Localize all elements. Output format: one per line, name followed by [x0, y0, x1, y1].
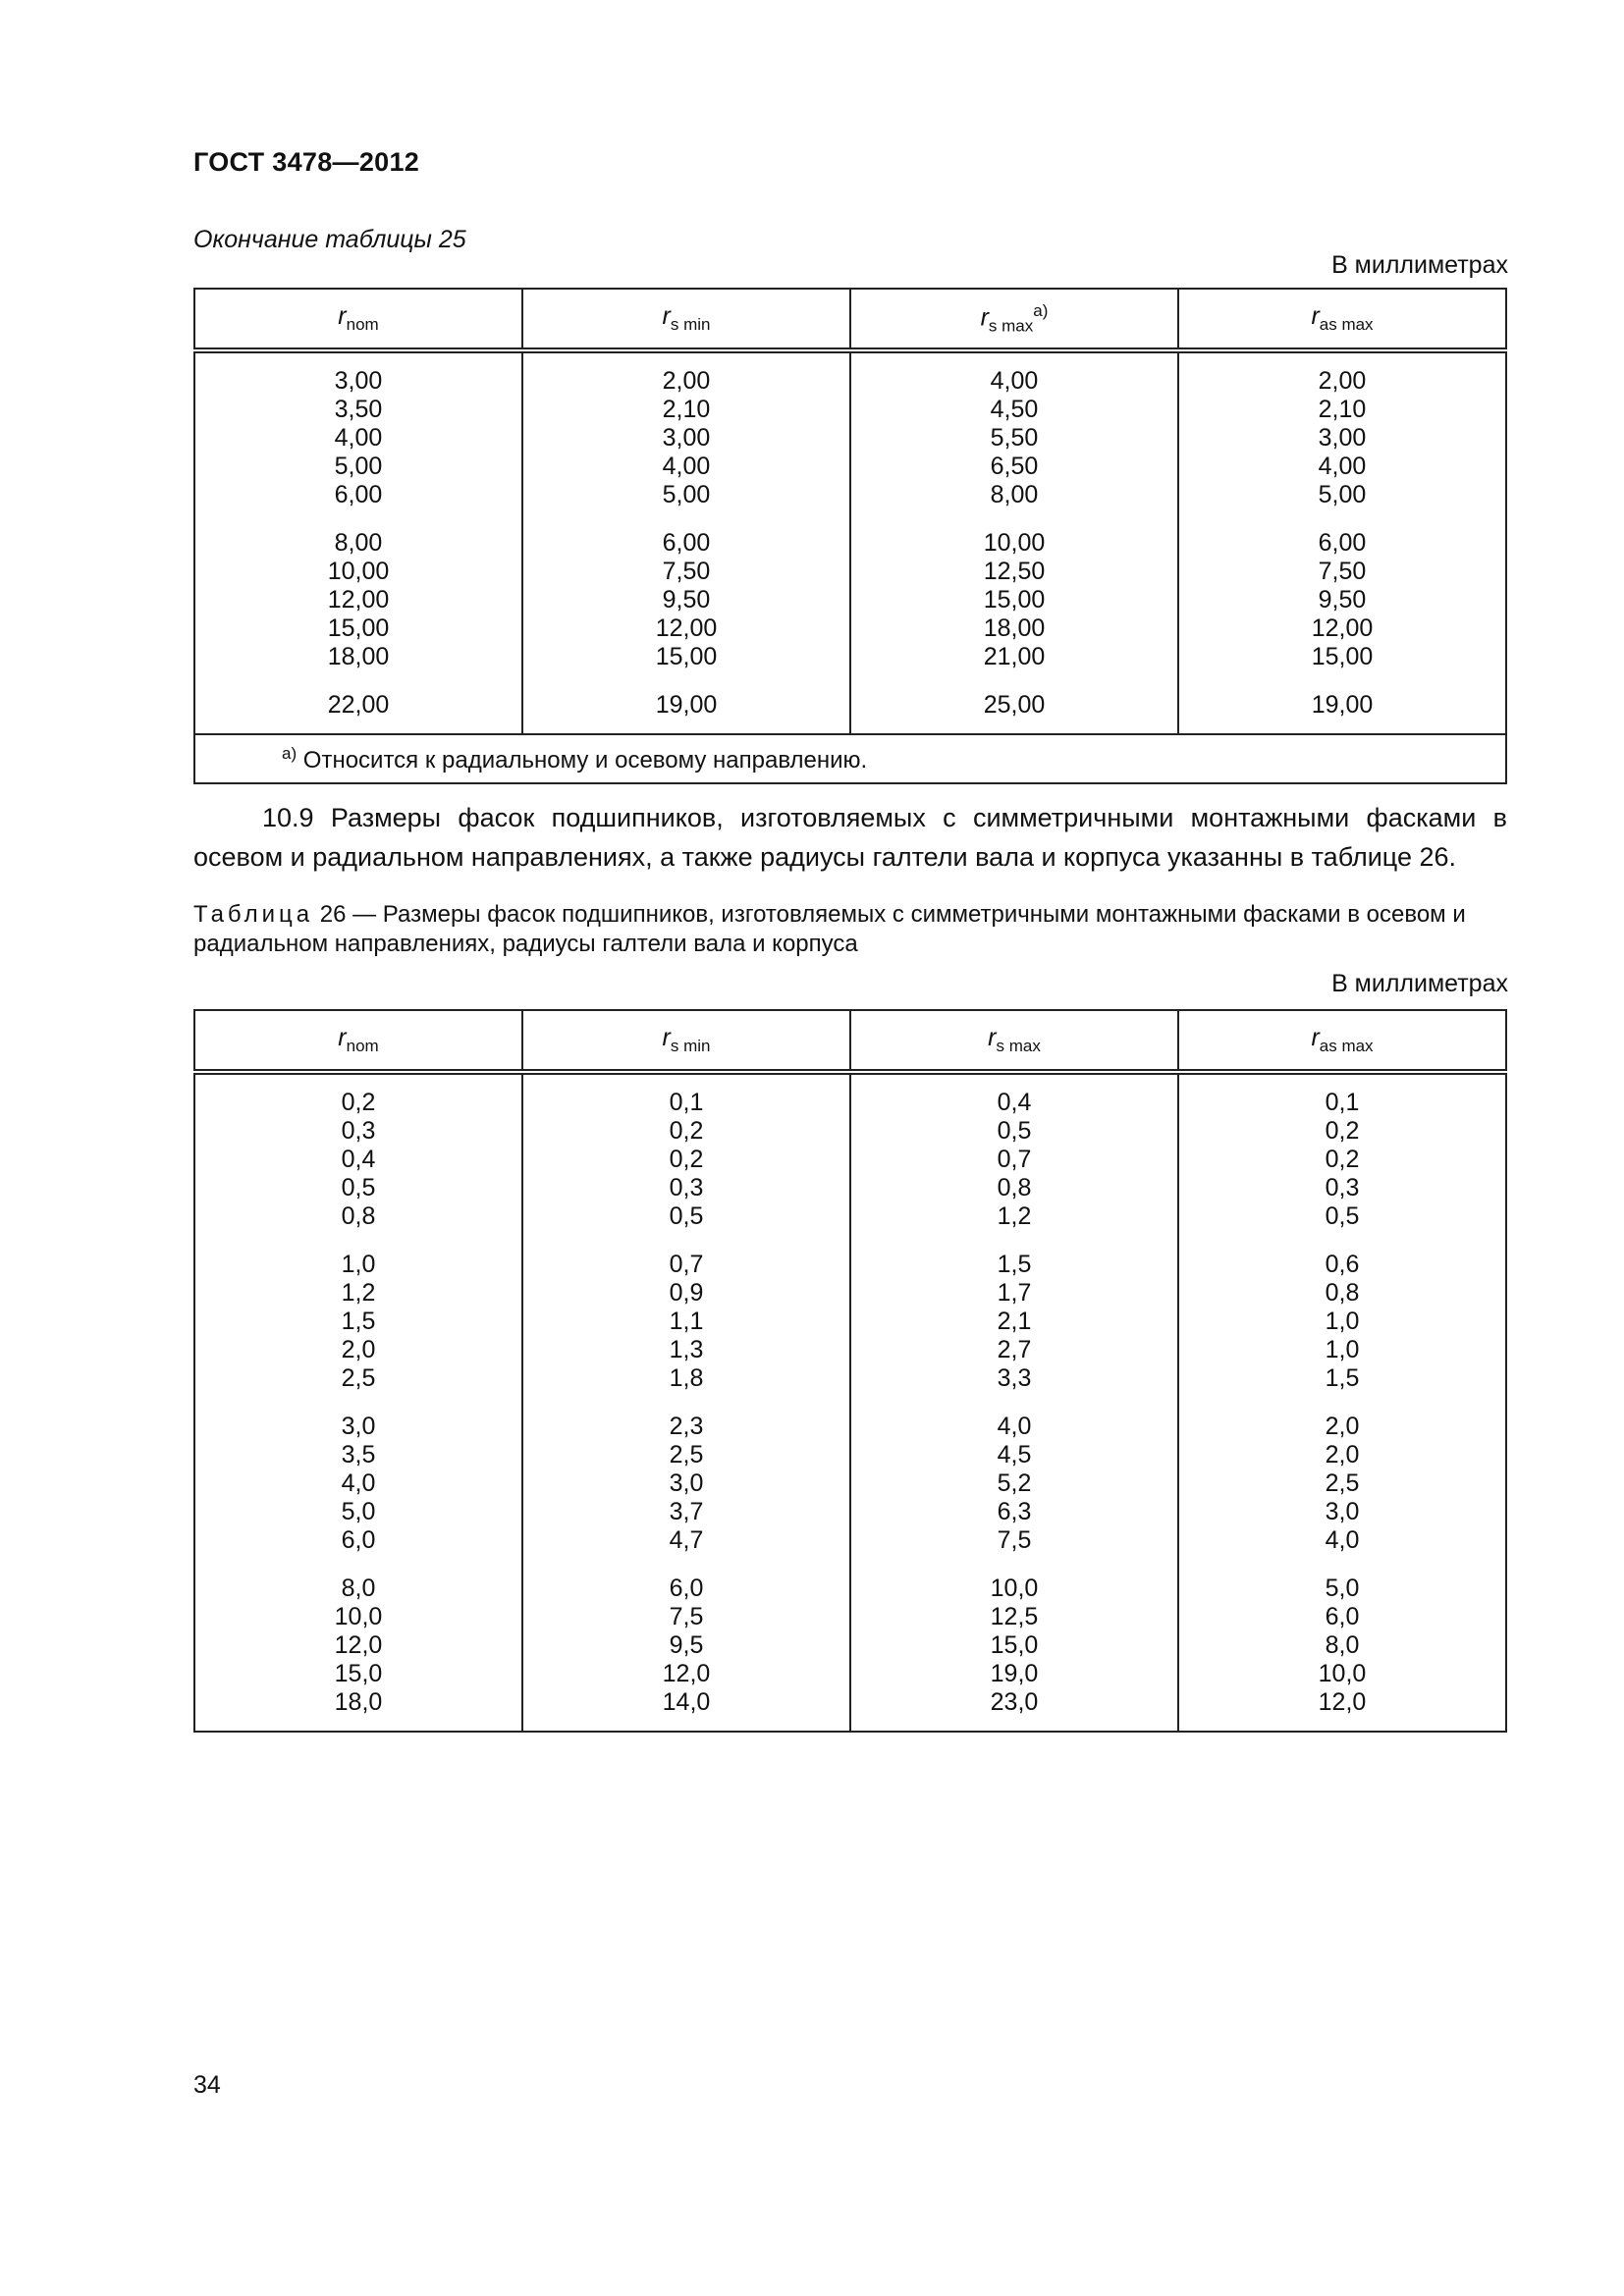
- table26-header-rs-max: $r_{s max}$: [850, 1010, 1178, 1072]
- table-cell-value: 5,00: [334, 453, 383, 480]
- table-cell-value: 1,1: [669, 1308, 704, 1335]
- value-group: [195, 367, 521, 509]
- table-cell-value: 12,50: [983, 558, 1046, 585]
- value-group: [851, 1089, 1177, 1231]
- table-cell-value: 7,5: [669, 1603, 704, 1630]
- table25-header-rs-min: $r_{s min}$: [522, 289, 850, 350]
- table-cell-value: 22,00: [327, 691, 390, 719]
- table-cell-value: 1,7: [997, 1279, 1032, 1307]
- table-cell-value: 23,0: [990, 1688, 1039, 1716]
- table-cell-value: 6,50: [990, 453, 1039, 480]
- table-cell-value: 0,7: [669, 1251, 704, 1278]
- table-cell-value: 10,0: [1318, 1660, 1367, 1687]
- table26-header-ras-max: $r_{as max}$: [1178, 1010, 1506, 1072]
- table-cell-value: 10,00: [983, 529, 1046, 557]
- table-cell-value: 0,7: [997, 1146, 1032, 1173]
- table-cell-value: 6,00: [662, 529, 711, 557]
- table-cell-value: 3,3: [997, 1364, 1032, 1392]
- table-cell-value: 2,0: [341, 1336, 376, 1363]
- table-cell-value: 3,00: [1318, 424, 1367, 452]
- table26-column: [522, 1072, 850, 1732]
- table-cell-value: 25,00: [983, 691, 1046, 719]
- value-group: [851, 691, 1177, 720]
- value-group: [851, 1575, 1177, 1717]
- value-group: [523, 1251, 849, 1393]
- page-number: 34: [193, 2071, 221, 2099]
- table25-header-r-nom: $r_{nom}$: [194, 289, 522, 350]
- value-group: [195, 529, 521, 671]
- table-cell-value: 3,0: [341, 1413, 376, 1440]
- table-cell-value: 1,5: [997, 1251, 1032, 1278]
- table-cell-value: 4,0: [1325, 1526, 1360, 1554]
- table-cell-value: 19,00: [655, 691, 718, 719]
- table-cell-value: 0,8: [997, 1174, 1032, 1201]
- table-cell-value: 0,2: [341, 1089, 376, 1116]
- table-cell-value: 9,50: [1318, 586, 1367, 614]
- table-cell-value: 0,1: [1325, 1089, 1360, 1116]
- table-cell-value: 8,00: [990, 481, 1039, 508]
- table25-header-row: [194, 289, 1506, 350]
- table-cell-value: 0,5: [997, 1117, 1032, 1145]
- table-cell-value: 14,0: [662, 1688, 711, 1716]
- table-cell-value: 2,0: [1325, 1441, 1360, 1468]
- table-cell-value: 15,0: [990, 1631, 1039, 1659]
- table-cell-value: 0,5: [341, 1174, 376, 1201]
- table-cell-value: 3,7: [669, 1498, 704, 1525]
- table-cell-value: 12,00: [327, 586, 390, 614]
- table25-column: [850, 350, 1178, 734]
- value-group: [195, 691, 521, 720]
- table-cell-value: 2,10: [662, 396, 711, 423]
- table-cell-value: 2,0: [1325, 1413, 1360, 1440]
- table-cell-value: 0,6: [1325, 1251, 1360, 1278]
- table-cell-value: 1,2: [341, 1279, 376, 1307]
- table-cell-value: 4,0: [341, 1469, 376, 1497]
- value-group: [1179, 1575, 1505, 1717]
- table-cell-value: 8,0: [1325, 1631, 1360, 1659]
- table-cell-value: 0,5: [1325, 1202, 1360, 1230]
- table25-footnote-row: [194, 734, 1506, 783]
- value-group: [195, 1251, 521, 1393]
- table-cell-value: 12,00: [655, 614, 718, 642]
- table-cell-value: 2,7: [997, 1336, 1032, 1363]
- table-cell-value: 0,3: [341, 1117, 376, 1145]
- table-cell-value: 6,00: [334, 481, 383, 508]
- table-cell-value: 2,5: [341, 1364, 376, 1392]
- table26-title-label: Таблица: [193, 901, 314, 928]
- table26-column: [194, 1072, 522, 1732]
- value-group: [851, 367, 1177, 509]
- table-cell-value: 0,4: [997, 1089, 1032, 1116]
- table-cell-value: 10,0: [990, 1575, 1039, 1602]
- value-group: [523, 529, 849, 671]
- value-group: [195, 1089, 521, 1231]
- table-cell-value: 6,0: [341, 1526, 376, 1554]
- table-cell-value: 5,00: [662, 481, 711, 508]
- table-cell-value: 2,00: [662, 367, 711, 395]
- table-cell-value: 2,1: [997, 1308, 1032, 1335]
- table-cell-value: 0,2: [669, 1117, 704, 1145]
- table-cell-value: 3,50: [334, 396, 383, 423]
- table26-header-row: [194, 1010, 1506, 1072]
- table-cell-value: 6,00: [1318, 529, 1367, 557]
- table-cell-value: 0,8: [1325, 1279, 1360, 1307]
- value-group: [851, 529, 1177, 671]
- table-cell-value: 2,3: [669, 1413, 704, 1440]
- table-cell-value: 12,00: [1311, 614, 1374, 642]
- table-cell-value: 7,50: [1318, 558, 1367, 585]
- table-cell-value: 10,00: [327, 558, 390, 585]
- table-cell-value: 7,50: [662, 558, 711, 585]
- table-cell-value: 5,0: [1325, 1575, 1360, 1602]
- table26-column: [1178, 1072, 1506, 1732]
- value-group: [523, 1575, 849, 1717]
- table26-body-row: [194, 1072, 1506, 1732]
- table-cell-value: 3,00: [662, 424, 711, 452]
- table-cell-value: 2,5: [1325, 1469, 1360, 1497]
- table-cell-value: 5,0: [341, 1498, 376, 1525]
- table-cell-value: 1,0: [341, 1251, 376, 1278]
- table-cell-value: 18,0: [334, 1688, 383, 1716]
- table-cell-value: 4,00: [334, 424, 383, 452]
- table-cell-value: 1,8: [669, 1364, 704, 1392]
- value-group: [523, 1089, 849, 1231]
- table-cell-value: 0,1: [669, 1089, 704, 1116]
- table-cell-value: 15,00: [327, 614, 390, 642]
- table26-units: В миллиметрах: [1331, 970, 1508, 997]
- document-title: ГОСТ 3478—2012: [193, 147, 420, 177]
- table-25: [193, 288, 1507, 784]
- table-cell-value: 4,50: [990, 396, 1039, 423]
- table-cell-value: 0,3: [669, 1174, 704, 1201]
- table25-column: [1178, 350, 1506, 734]
- table25-body-row: [194, 350, 1506, 734]
- table-cell-value: 8,0: [341, 1575, 376, 1602]
- table-cell-value: 15,00: [983, 586, 1046, 614]
- table26-title-text: 26 — Размеры фасок подшипников, изготовляемых с симметричными монтажными фасками в осевом и радиальном направлениях, радиусы галтели вала и корпуса: [193, 901, 1466, 957]
- value-group: [523, 367, 849, 509]
- table-cell-value: 0,9: [669, 1279, 704, 1307]
- table-cell-value: 18,00: [327, 643, 390, 670]
- table25-caption: Окончание таблицы 25: [193, 226, 466, 253]
- table-cell-value: 21,00: [983, 643, 1046, 670]
- table-cell-value: 3,0: [1325, 1498, 1360, 1525]
- table25-column: [194, 350, 522, 734]
- table26-header-rs-min: $r_{s min}$: [522, 1010, 850, 1072]
- table-cell-value: 3,5: [341, 1441, 376, 1468]
- table-cell-value: 19,0: [990, 1660, 1039, 1687]
- table-26: [193, 1009, 1507, 1733]
- table-cell-value: 0,2: [1325, 1146, 1360, 1173]
- table25-footnote: $^{а)}$ Относится к радиальному и осевому направлению.: [194, 734, 1506, 783]
- table-cell-value: 0,5: [669, 1202, 704, 1230]
- table25-header-rs-max: $r_{s max}^{а)}$: [850, 289, 1178, 350]
- table-cell-value: 7,5: [997, 1526, 1032, 1554]
- table-cell-value: 15,00: [1311, 643, 1374, 670]
- table-cell-value: 8,00: [334, 529, 383, 557]
- value-group: [195, 1575, 521, 1717]
- table-cell-value: 6,0: [669, 1575, 704, 1602]
- value-group: [1179, 691, 1505, 720]
- table-cell-value: 4,00: [1318, 453, 1367, 480]
- table-cell-value: 12,5: [990, 1603, 1039, 1630]
- value-group: [1179, 1413, 1505, 1555]
- value-group: [851, 1413, 1177, 1555]
- value-group: [1179, 367, 1505, 509]
- value-group: [1179, 1251, 1505, 1393]
- table-cell-value: 6,0: [1325, 1603, 1360, 1630]
- table-cell-value: 1,3: [669, 1336, 704, 1363]
- table-cell-value: 6,3: [997, 1498, 1032, 1525]
- value-group: [523, 1413, 849, 1555]
- table26-column: [850, 1072, 1178, 1732]
- table-cell-value: 19,00: [1311, 691, 1374, 719]
- table-cell-value: 1,2: [997, 1202, 1032, 1230]
- table-cell-value: 4,00: [990, 367, 1039, 395]
- section-10-9-paragraph: 10.9 Размеры фасок подшипников, изготовляемых с симметричными монтажными фасками в осевом и радиальном направлениях, а также радиусы галтели вала и корпуса указанны в таблице 26.: [193, 803, 1507, 872]
- table-cell-value: 2,00: [1318, 367, 1367, 395]
- table-cell-value: 4,5: [997, 1441, 1032, 1468]
- table25-header-ras-max: $r_{as max}$: [1178, 289, 1506, 350]
- table-cell-value: 9,50: [662, 586, 711, 614]
- table-cell-value: 5,00: [1318, 481, 1367, 508]
- table-cell-value: 0,3: [1325, 1174, 1360, 1201]
- table26-header-r-nom: $r_{nom}$: [194, 1010, 522, 1072]
- table-cell-value: 12,0: [334, 1631, 383, 1659]
- table-cell-value: 3,00: [334, 367, 383, 395]
- table-cell-value: 0,2: [669, 1146, 704, 1173]
- table-cell-value: 2,5: [669, 1441, 704, 1468]
- value-group: [195, 1413, 521, 1555]
- table-cell-value: 12,0: [1318, 1688, 1367, 1716]
- table-cell-value: 0,2: [1325, 1117, 1360, 1145]
- table-cell-value: 5,50: [990, 424, 1039, 452]
- table-cell-value: 3,0: [669, 1469, 704, 1497]
- value-group: [851, 1251, 1177, 1393]
- table-cell-value: 2,10: [1318, 396, 1367, 423]
- table-cell-value: 5,2: [997, 1469, 1032, 1497]
- value-group: [1179, 1089, 1505, 1231]
- table-cell-value: 1,5: [341, 1308, 376, 1335]
- table-cell-value: 1,0: [1325, 1336, 1360, 1363]
- table-cell-value: 15,0: [334, 1660, 383, 1687]
- table26-title: [193, 900, 1507, 959]
- table-cell-value: 4,7: [669, 1526, 704, 1554]
- table-cell-value: 15,00: [655, 643, 718, 670]
- value-group: [1179, 529, 1505, 671]
- table-cell-value: 0,8: [341, 1202, 376, 1230]
- table-cell-value: 1,0: [1325, 1308, 1360, 1335]
- table-cell-value: 10,0: [334, 1603, 383, 1630]
- value-group: [523, 691, 849, 720]
- table-cell-value: 1,5: [1325, 1364, 1360, 1392]
- table-cell-value: 9,5: [669, 1631, 704, 1659]
- table-cell-value: 18,00: [983, 614, 1046, 642]
- table25-column: [522, 350, 850, 734]
- table-cell-value: 0,4: [341, 1146, 376, 1173]
- table-cell-value: 4,0: [997, 1413, 1032, 1440]
- table25-units: В миллиметрах: [1331, 251, 1508, 279]
- table-cell-value: 12,0: [662, 1660, 711, 1687]
- table-cell-value: 4,00: [662, 453, 711, 480]
